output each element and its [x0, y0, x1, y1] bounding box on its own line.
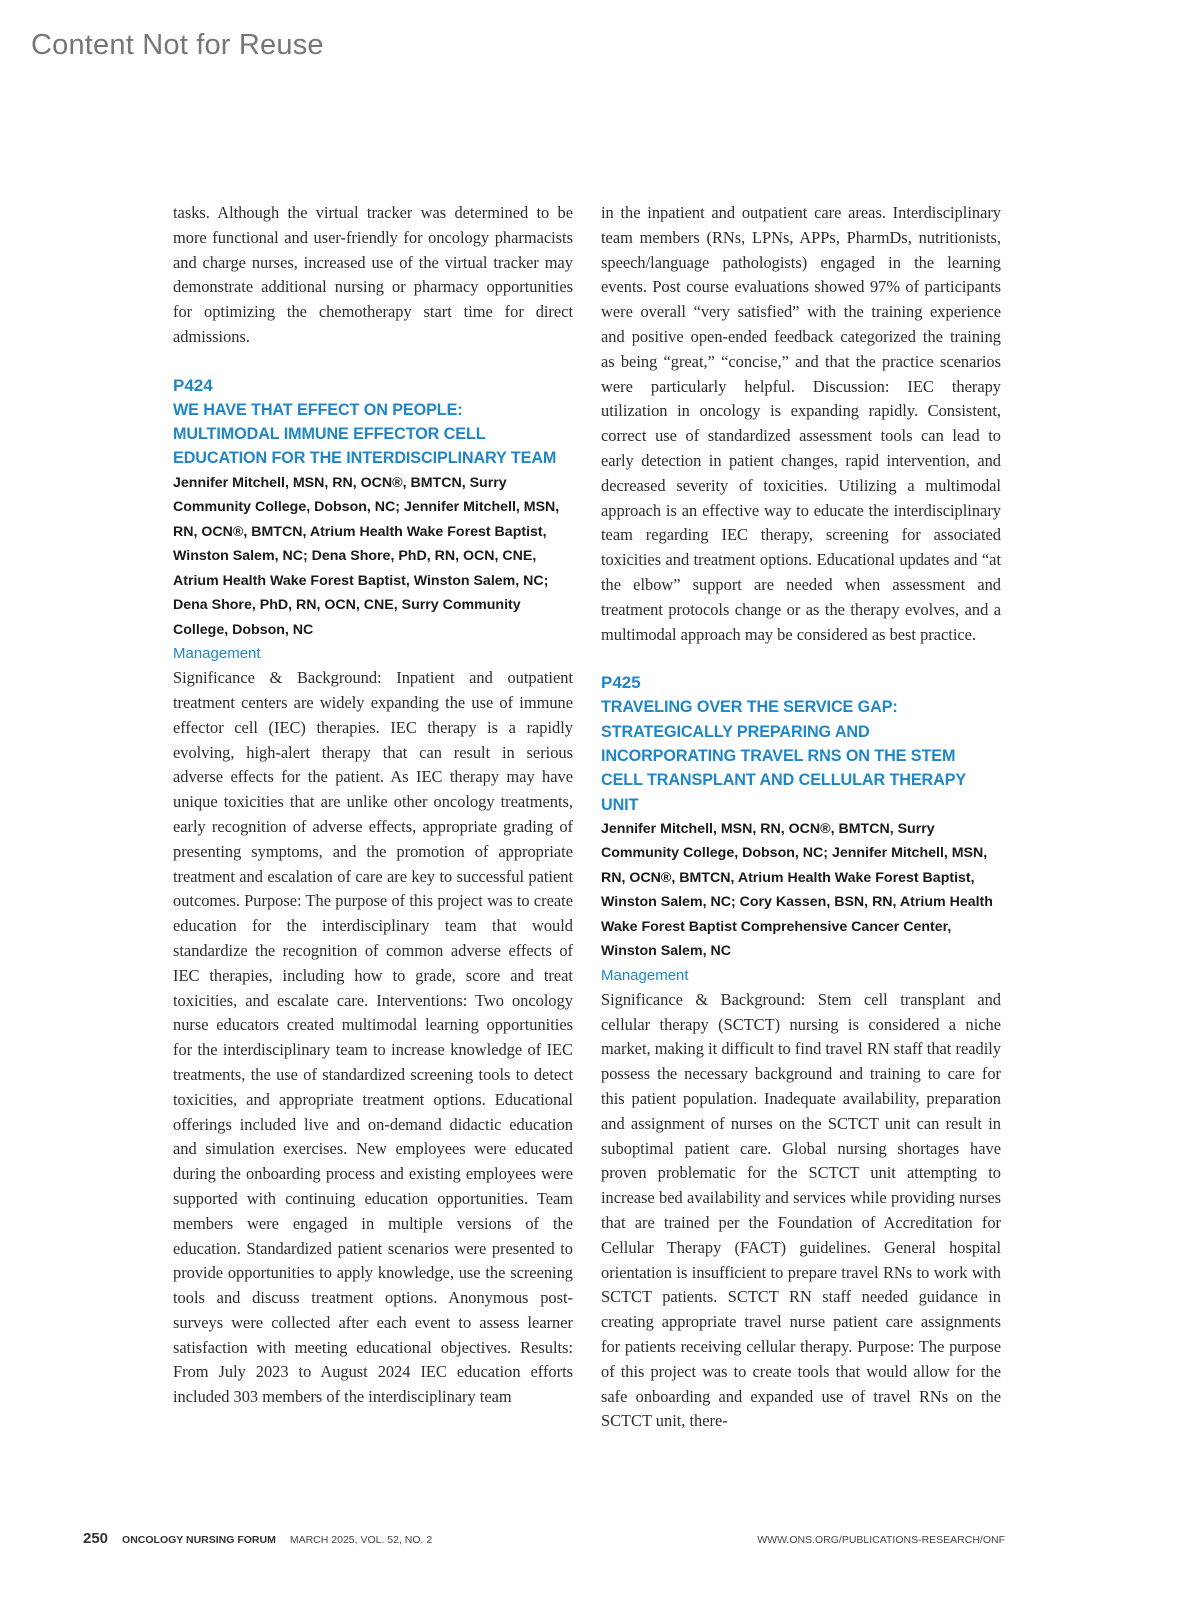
right-column [601, 201, 1001, 1434]
abstract-body: Significance & Background: Stem cell transplant and cellular therapy (SCTCT) nursing is considered a niche market, making it difficult to find travel RN staff that readily possess the necessary background and training to care for this patient population. Inadequate availability, preparation and assignment of nurses on the SCTCT unit can result in suboptimal patient care. Global nursing shortages have proven problematic for the SCTCT unit attempting to increase bed availability and services while providing nurses that are trained per the Foundation of Accreditation for Cellular Therapy (FACT) guidelines. General hospital orientation is insufficient to prepare travel RNs to work with SCTCT patients. SCTCT RN staff needed guidance in creating appropriate travel nurse patient care assignments for patients receiving cellular therapy. Purpose: The purpose of this project was to create tools that would allow for the safe onboarding and expanded use of travel RNs on the SCTCT unit, there- [601, 989, 1001, 1431]
page-number: 250 [83, 1530, 109, 1547]
continuation-text: in the inpatient and outpatient care areas. Interdisciplinary team members (RNs, LPNs, APPs, PharmDs, nutritionists, speech/language pathologists) engaged in the learning events. Post course evaluations showed 97% of participants were overall “very satisfied” with the training experience and positive open-ended feedback categorized the training as being “great,” “concise,” and that the practice scenarios were particularly helpful. Discussion: IEC therapy utilization in oncology is expanding rapidly. Consistent, correct use of standardized assessment tools can lead to early detection in patient changes, rapid intervention, and decreased severity of toxicities. Utilizing a multimodal approach is an effective way to educate the interdisciplinary team regarding IEC therapy, screening for associated toxicities and treatment options. Educational updates and “at the elbow” support are needed when assessment and treatment protocols change or as the therapy evolves, and a multimodal approach may be considered as best practice. [601, 203, 1001, 644]
abstract-title: WE HAVE THAT EFFECT ON PEOPLE: MULTIMODAL IMMUNE EFFECTOR CELL EDUCATION FOR THE INTERDISCIPLINARY TEAM [173, 400, 557, 468]
abstract-category: Management [601, 966, 689, 984]
abstract-id: P425 [601, 673, 641, 693]
journal-name: ONCOLOGY NURSING FORUM [122, 1534, 276, 1546]
abstract-title: TRAVELING OVER THE SERVICE GAP: STRATEGICALLY PREPARING AND INCORPORATING TRAVEL RNS ON THE STEM CELL TRANSPLANT AND CELLULAR THERAPY UNIT [601, 698, 966, 814]
journal-url: WWW.ONS.ORG/PUBLICATIONS-RESEARCH/ONF [757, 1534, 1005, 1546]
abstract-id: P424 [173, 375, 213, 395]
left-column [173, 201, 573, 1410]
watermark: Content Not for Reuse [31, 29, 324, 61]
abstract-category: Management [173, 645, 261, 663]
page-footer [83, 1530, 1005, 1547]
abstract-body: Significance & Background: Inpatient and outpatient treatment centers are widely expanding the use of immune effector cell (IEC) therapies. IEC therapy is a rapidly evolving, high-alert therapy that can result in serious adverse effects for the patient. As IEC therapy may have unique toxicities that are unlike other oncology treatments, early recognition of adverse effects, appropriate grading of presenting symptoms, and the promotion of appropriate treatment and escalation of care are key to successful patient outcomes. Purpose: The purpose of this project was to create education for the interdisciplinary team that would standardize the recognition of common adverse effects of IEC therapies, including how to grade, score and treat toxicities, and escalate care. Interventions: Two oncology nurse educators created multimodal learning opportunities for the interdisciplinary team to increase knowledge of IEC treatments, the use of standardized screening tools to detect toxicities, and appropriate treatment options. Educational offerings included live and on-demand didactic education and simulation exercises. New employees were educated during the onboarding process and existing employees were supported with continuing education opportunities. Team members were engaged in multiple versions of the education. Standardized patient scenarios were presented to provide opportunities to apply knowledge, use the screening tools and discuss treatment options. Anonymous post-surveys were collected after each event to assess learner satisfaction with meeting educational objectives. Results: From July 2023 to August 2024 IEC education efforts included 303 members of the interdisciplinary team [173, 668, 573, 1407]
abstract-authors: Jennifer Mitchell, MSN, RN, OCN®, BMTCN, Surry Community College, Dobson, NC; Jennifer Mitchell, MSN, RN, OCN®, BMTCN, Atrium Health Wake Forest Baptist, Winston Salem, NC; Dena Shore, PhD, RN, OCN, CNE, Atrium Health Wake Forest Baptist, Winston Salem, NC; Dena Shore, PhD, RN, OCN, CNE, Surry Community College, Dobson, NC [173, 474, 560, 638]
abstract-authors: Jennifer Mitchell, MSN, RN, OCN®, BMTCN, Surry Community College, Dobson, NC; Jennifer Mitchell, MSN, RN, OCN®, BMTCN, Atrium Health Wake Forest Baptist, Winston Salem, NC; Cory Kassen, BSN, RN, Atrium Health Wake Forest Baptist Comprehensive Cancer Center, Winston Salem, NC [601, 820, 993, 960]
issue-info: MARCH 2025, VOL. 52, NO. 2 [289, 1534, 433, 1546]
continuation-text: tasks. Although the virtual tracker was determined to be more functional and user-friendly for oncology pharmacists and charge nurses, increased use of the virtual tracker may demonstrate additional nursing or pharmacy opportunities for optimizing the chemotherapy start time for direct admissions. [173, 203, 573, 346]
